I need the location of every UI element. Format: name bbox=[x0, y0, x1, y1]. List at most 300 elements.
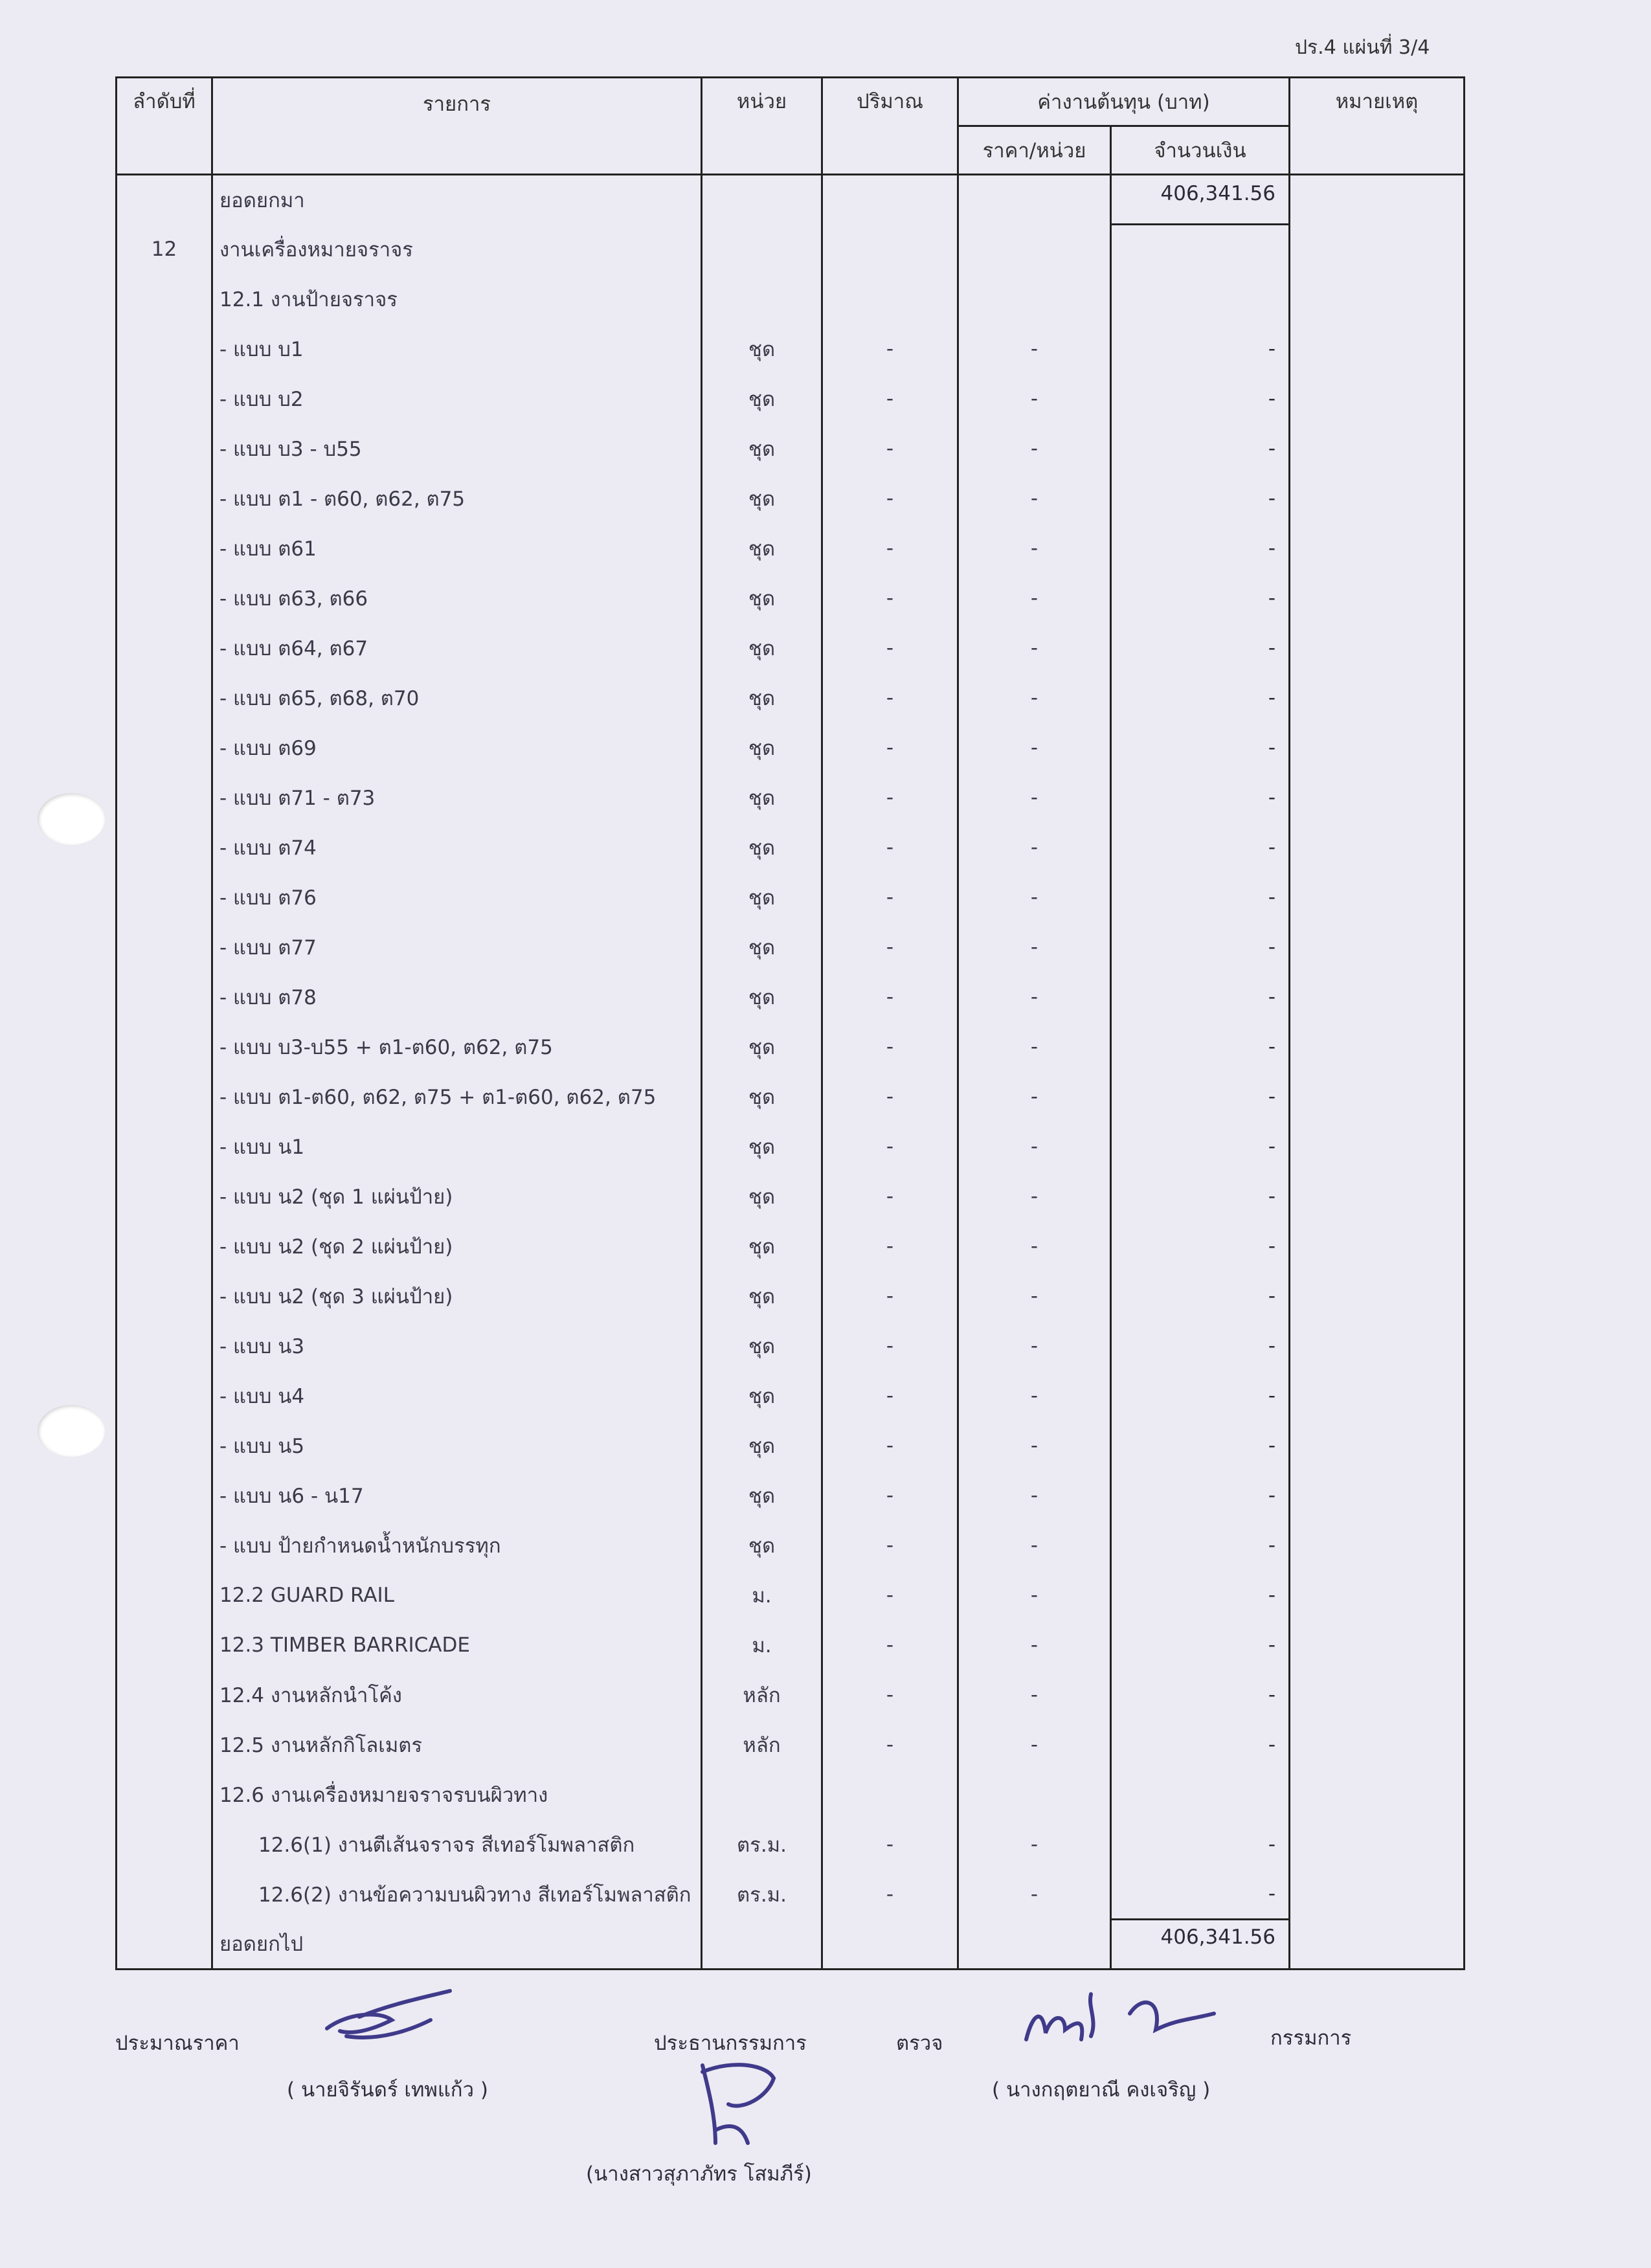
row-price: - bbox=[958, 1670, 1111, 1720]
row-price: - bbox=[958, 773, 1111, 823]
row-unit: ชุด bbox=[702, 474, 822, 524]
row-amount: - bbox=[1111, 1820, 1290, 1870]
chair-label: ประธานกรรมการ bbox=[654, 2032, 807, 2055]
row-remark bbox=[1290, 1272, 1465, 1321]
row-item: - แบบ บ3-บ55 + ต1-ต60, ต62, ต75 bbox=[212, 1022, 702, 1072]
table-row bbox=[117, 1172, 1465, 1222]
row-item: 12.3 TIMBER BARRICADE bbox=[212, 1621, 702, 1670]
row-item: 12.6(2) งานข้อความบนผิวทาง สีเทอร์โมพลาสติก bbox=[212, 1870, 702, 1920]
row-amount: - bbox=[1111, 1720, 1290, 1770]
row-item: ยอดยกมา bbox=[212, 175, 702, 225]
table-row bbox=[117, 275, 1465, 324]
row-amount: - bbox=[1111, 873, 1290, 923]
row-item: - แบบ น2 (ชุด 3 แผ่นป้าย) bbox=[212, 1272, 702, 1321]
row-price: - bbox=[958, 324, 1111, 374]
row-remark bbox=[1290, 1321, 1465, 1371]
table-row bbox=[117, 1521, 1465, 1571]
row-qty: - bbox=[822, 773, 958, 823]
row-unit: ชุด bbox=[702, 823, 822, 873]
row-item: 12.1 งานป้ายจราจร bbox=[212, 275, 702, 324]
header-item: รายการ bbox=[212, 78, 702, 175]
row-unit: หลัก bbox=[702, 1720, 822, 1770]
row-price: - bbox=[958, 1172, 1111, 1222]
row-no bbox=[117, 823, 212, 873]
row-amount: - bbox=[1111, 424, 1290, 474]
table-row bbox=[117, 723, 1465, 773]
row-no bbox=[117, 1272, 212, 1321]
chair-name: (นางสาวสุภาภัทร โสมภีร์) bbox=[586, 2162, 812, 2186]
row-price: - bbox=[958, 823, 1111, 873]
estimator-signature bbox=[320, 1984, 456, 2056]
row-unit: ชุด bbox=[702, 773, 822, 823]
table-row bbox=[117, 175, 1465, 225]
table-row bbox=[117, 574, 1465, 623]
row-price: - bbox=[958, 1471, 1111, 1521]
row-qty: - bbox=[822, 1222, 958, 1272]
row-qty bbox=[822, 225, 958, 275]
row-unit bbox=[702, 175, 822, 225]
row-qty: - bbox=[822, 1471, 958, 1521]
header-qty: ปริมาณ bbox=[822, 78, 958, 175]
row-unit: หลัก bbox=[702, 1670, 822, 1720]
row-qty: - bbox=[822, 1321, 958, 1371]
row-remark bbox=[1290, 673, 1465, 723]
row-no bbox=[117, 1670, 212, 1720]
row-amount: - bbox=[1111, 1621, 1290, 1670]
row-no bbox=[117, 873, 212, 923]
table-row bbox=[117, 1272, 1465, 1321]
row-amount: - bbox=[1111, 823, 1290, 873]
row-qty: - bbox=[822, 1720, 958, 1770]
punch-hole bbox=[38, 793, 105, 845]
row-qty: - bbox=[822, 424, 958, 474]
row-qty: - bbox=[822, 524, 958, 574]
row-unit: ชุด bbox=[702, 424, 822, 474]
row-unit: ชุด bbox=[702, 1022, 822, 1072]
row-price bbox=[958, 225, 1111, 275]
row-item: - แบบ ต74 bbox=[212, 823, 702, 873]
row-item: 12.6 งานเครื่องหมายจราจรบนผิวทาง bbox=[212, 1770, 702, 1820]
row-no bbox=[117, 324, 212, 374]
row-remark bbox=[1290, 275, 1465, 324]
table-row bbox=[117, 1022, 1465, 1072]
punch-hole bbox=[38, 1405, 105, 1457]
row-price: - bbox=[958, 1272, 1111, 1321]
row-price: - bbox=[958, 1421, 1111, 1471]
row-price: - bbox=[958, 1371, 1111, 1421]
row-price: - bbox=[958, 723, 1111, 773]
row-remark bbox=[1290, 1571, 1465, 1621]
row-item: - แบบ น2 (ชุด 2 แผ่นป้าย) bbox=[212, 1222, 702, 1272]
row-qty: - bbox=[822, 972, 958, 1022]
row-item: 12.5 งานหลักกิโลเมตร bbox=[212, 1720, 702, 1770]
header-amount: จำนวนเงิน bbox=[1111, 126, 1290, 175]
row-item: - แบบ น1 bbox=[212, 1122, 702, 1172]
row-qty: - bbox=[822, 1820, 958, 1870]
row-unit: ม. bbox=[702, 1571, 822, 1621]
row-remark bbox=[1290, 1770, 1465, 1820]
row-item: - แบบ ต1 - ต60, ต62, ต75 bbox=[212, 474, 702, 524]
row-unit: ชุด bbox=[702, 374, 822, 424]
row-remark bbox=[1290, 574, 1465, 623]
row-unit: ชุด bbox=[702, 1072, 822, 1122]
row-qty: - bbox=[822, 574, 958, 623]
row-no bbox=[117, 1571, 212, 1621]
table-row bbox=[117, 1870, 1465, 1920]
table-row bbox=[117, 1770, 1465, 1820]
header-unit: หน่วย bbox=[702, 78, 822, 175]
row-unit: ชุด bbox=[702, 524, 822, 574]
row-remark bbox=[1290, 1621, 1465, 1670]
row-qty: - bbox=[822, 1022, 958, 1072]
row-qty: - bbox=[822, 673, 958, 723]
row-remark bbox=[1290, 424, 1465, 474]
row-amount bbox=[1111, 1770, 1290, 1820]
row-remark bbox=[1290, 873, 1465, 923]
row-unit: ชุด bbox=[702, 972, 822, 1022]
row-price: - bbox=[958, 972, 1111, 1022]
row-qty: - bbox=[822, 1421, 958, 1471]
row-qty: - bbox=[822, 1521, 958, 1571]
row-amount: - bbox=[1111, 1571, 1290, 1621]
row-no bbox=[117, 723, 212, 773]
row-price: - bbox=[958, 1870, 1111, 1920]
header-no: ลำดับที่ bbox=[117, 78, 212, 175]
table-row bbox=[117, 972, 1465, 1022]
member-name: ( นางกฤตยาณี คงเจริญ ) bbox=[992, 2078, 1211, 2102]
row-unit: ตร.ม. bbox=[702, 1820, 822, 1870]
table-row bbox=[117, 374, 1465, 424]
table-row bbox=[117, 673, 1465, 723]
row-amount: - bbox=[1111, 1272, 1290, 1321]
row-price: - bbox=[958, 1720, 1111, 1770]
row-amount: - bbox=[1111, 1471, 1290, 1521]
row-item: - แบบ ต61 bbox=[212, 524, 702, 574]
row-qty: - bbox=[822, 1371, 958, 1421]
row-remark bbox=[1290, 1122, 1465, 1172]
row-unit: ชุด bbox=[702, 723, 822, 773]
row-price: - bbox=[958, 1571, 1111, 1621]
table-row bbox=[117, 424, 1465, 474]
row-no bbox=[117, 374, 212, 424]
header-remark: หมายเหตุ bbox=[1290, 78, 1465, 175]
table-row bbox=[117, 1371, 1465, 1421]
table-row bbox=[117, 1670, 1465, 1720]
table-row bbox=[117, 923, 1465, 972]
table-row bbox=[117, 1920, 1465, 1970]
row-unit: ม. bbox=[702, 1621, 822, 1670]
row-remark bbox=[1290, 1172, 1465, 1222]
row-no bbox=[117, 1770, 212, 1820]
row-price: - bbox=[958, 424, 1111, 474]
row-item: - แบบ ต77 bbox=[212, 923, 702, 972]
row-unit: ชุด bbox=[702, 1272, 822, 1321]
row-amount: - bbox=[1111, 923, 1290, 972]
row-no bbox=[117, 1920, 212, 1970]
boq-table bbox=[115, 76, 1465, 1970]
row-price: - bbox=[958, 1222, 1111, 1272]
row-remark bbox=[1290, 225, 1465, 275]
row-remark bbox=[1290, 1371, 1465, 1421]
table-row bbox=[117, 773, 1465, 823]
row-unit: ชุด bbox=[702, 1172, 822, 1222]
row-qty: - bbox=[822, 1272, 958, 1321]
row-unit: ชุด bbox=[702, 923, 822, 972]
row-amount: - bbox=[1111, 1521, 1290, 1571]
row-unit: ชุด bbox=[702, 324, 822, 374]
row-item: - แบบ ต64, ต67 bbox=[212, 623, 702, 673]
row-no bbox=[117, 1421, 212, 1471]
row-price: - bbox=[958, 1072, 1111, 1122]
row-qty: - bbox=[822, 1670, 958, 1720]
row-unit: ชุด bbox=[702, 673, 822, 723]
row-no bbox=[117, 1072, 212, 1122]
row-no bbox=[117, 923, 212, 972]
row-qty: - bbox=[822, 923, 958, 972]
row-remark bbox=[1290, 1022, 1465, 1072]
row-item: - แบบ บ2 bbox=[212, 374, 702, 424]
row-qty: - bbox=[822, 1571, 958, 1621]
table-row bbox=[117, 1471, 1465, 1521]
row-no: 12 bbox=[117, 225, 212, 275]
row-item: 12.2 GUARD RAIL bbox=[212, 1571, 702, 1621]
table-row bbox=[117, 1072, 1465, 1122]
row-remark bbox=[1290, 1870, 1465, 1920]
row-price: - bbox=[958, 923, 1111, 972]
row-unit: ชุด bbox=[702, 1321, 822, 1371]
row-amount: - bbox=[1111, 374, 1290, 424]
row-amount: - bbox=[1111, 1371, 1290, 1421]
row-amount: - bbox=[1111, 723, 1290, 773]
row-price bbox=[958, 1770, 1111, 1820]
row-amount: - bbox=[1111, 1172, 1290, 1222]
row-item: - แบบ ต69 bbox=[212, 723, 702, 773]
row-amount: - bbox=[1111, 673, 1290, 723]
row-amount: - bbox=[1111, 524, 1290, 574]
table-row bbox=[117, 1421, 1465, 1471]
row-price: - bbox=[958, 1022, 1111, 1072]
table-row bbox=[117, 225, 1465, 275]
row-qty: - bbox=[822, 873, 958, 923]
row-qty bbox=[822, 1770, 958, 1820]
row-no bbox=[117, 1720, 212, 1770]
table-row bbox=[117, 873, 1465, 923]
row-qty: - bbox=[822, 1870, 958, 1920]
row-unit: ชุด bbox=[702, 1521, 822, 1571]
row-item: - แบบ ป้ายกำหนดน้ำหนักบรรทุก bbox=[212, 1521, 702, 1571]
row-remark bbox=[1290, 1471, 1465, 1521]
row-no bbox=[117, 474, 212, 524]
row-price: - bbox=[958, 574, 1111, 623]
row-item: - แบบ บ1 bbox=[212, 324, 702, 374]
row-no bbox=[117, 1022, 212, 1072]
row-remark bbox=[1290, 1421, 1465, 1471]
row-item: งานเครื่องหมายจราจร bbox=[212, 225, 702, 275]
page-tag: ปร.4 แผ่นที่ 3/4 bbox=[1295, 36, 1430, 59]
row-no bbox=[117, 623, 212, 673]
row-price: - bbox=[958, 1321, 1111, 1371]
table-row bbox=[117, 474, 1465, 524]
row-unit: ชุด bbox=[702, 873, 822, 923]
table-row bbox=[117, 823, 1465, 873]
row-item: - แบบ บ3 - บ55 bbox=[212, 424, 702, 474]
row-item: - แบบ น4 bbox=[212, 1371, 702, 1421]
row-remark bbox=[1290, 1072, 1465, 1122]
table-row bbox=[117, 1222, 1465, 1272]
row-remark bbox=[1290, 175, 1465, 225]
row-remark bbox=[1290, 474, 1465, 524]
row-price: - bbox=[958, 1621, 1111, 1670]
row-remark bbox=[1290, 1920, 1465, 1970]
row-amount: - bbox=[1111, 1222, 1290, 1272]
row-amount bbox=[1111, 275, 1290, 324]
row-no bbox=[117, 1471, 212, 1521]
row-remark bbox=[1290, 723, 1465, 773]
row-item: - แบบ น5 bbox=[212, 1421, 702, 1471]
row-remark bbox=[1290, 1720, 1465, 1770]
row-price: - bbox=[958, 374, 1111, 424]
row-amount: - bbox=[1111, 972, 1290, 1022]
row-remark bbox=[1290, 1670, 1465, 1720]
row-remark bbox=[1290, 923, 1465, 972]
row-no bbox=[117, 524, 212, 574]
row-amount: - bbox=[1111, 623, 1290, 673]
row-unit: ชุด bbox=[702, 623, 822, 673]
row-no bbox=[117, 574, 212, 623]
row-amount: - bbox=[1111, 1670, 1290, 1720]
table-row bbox=[117, 1571, 1465, 1621]
row-amount: 406,341.56 bbox=[1111, 175, 1290, 225]
row-qty: - bbox=[822, 1122, 958, 1172]
row-no bbox=[117, 1621, 212, 1670]
row-price: - bbox=[958, 474, 1111, 524]
row-remark bbox=[1290, 773, 1465, 823]
row-unit bbox=[702, 1920, 822, 1970]
row-price: - bbox=[958, 524, 1111, 574]
row-item: 12.4 งานหลักนำโค้ง bbox=[212, 1670, 702, 1720]
chair-signature bbox=[690, 2052, 787, 2150]
row-remark bbox=[1290, 524, 1465, 574]
row-amount: - bbox=[1111, 1321, 1290, 1371]
row-amount bbox=[1111, 225, 1290, 275]
row-qty: - bbox=[822, 1072, 958, 1122]
row-remark bbox=[1290, 972, 1465, 1022]
table-row bbox=[117, 1720, 1465, 1770]
row-price: - bbox=[958, 1122, 1111, 1172]
row-unit: ชุด bbox=[702, 1122, 822, 1172]
row-no bbox=[117, 175, 212, 225]
table-row bbox=[117, 1621, 1465, 1670]
row-qty: - bbox=[822, 374, 958, 424]
row-qty bbox=[822, 175, 958, 225]
table-row bbox=[117, 524, 1465, 574]
estimator-label: ประมาณราคา bbox=[115, 2032, 240, 2055]
row-price: - bbox=[958, 673, 1111, 723]
row-item: - แบบ น2 (ชุด 1 แผ่นป้าย) bbox=[212, 1172, 702, 1222]
row-qty: - bbox=[822, 1621, 958, 1670]
row-item: - แบบ ต65, ต68, ต70 bbox=[212, 673, 702, 723]
row-unit: ชุด bbox=[702, 1222, 822, 1272]
row-no bbox=[117, 1521, 212, 1571]
row-amount: - bbox=[1111, 474, 1290, 524]
row-qty: - bbox=[822, 723, 958, 773]
row-unit: ตร.ม. bbox=[702, 1870, 822, 1920]
row-amount: - bbox=[1111, 574, 1290, 623]
row-price bbox=[958, 175, 1111, 225]
row-price: - bbox=[958, 873, 1111, 923]
row-remark bbox=[1290, 374, 1465, 424]
table-row bbox=[117, 1321, 1465, 1371]
header-price-per-unit: ราคา/หน่วย bbox=[958, 126, 1111, 175]
row-amount: - bbox=[1111, 1421, 1290, 1471]
row-item: - แบบ น6 - น17 bbox=[212, 1471, 702, 1521]
row-unit: ชุด bbox=[702, 574, 822, 623]
row-item: - แบบ ต78 bbox=[212, 972, 702, 1022]
row-no bbox=[117, 773, 212, 823]
row-amount: - bbox=[1111, 1870, 1290, 1920]
row-no bbox=[117, 1820, 212, 1870]
row-amount: - bbox=[1111, 1122, 1290, 1172]
header-cost: ค่างานต้นทุน (บาท) bbox=[958, 78, 1290, 126]
row-qty: - bbox=[822, 324, 958, 374]
row-unit bbox=[702, 225, 822, 275]
row-item: - แบบ ต1-ต60, ต62, ต75 + ต1-ต60, ต62, ต75 bbox=[212, 1072, 702, 1122]
row-no bbox=[117, 1321, 212, 1371]
row-price: - bbox=[958, 1521, 1111, 1571]
table-row bbox=[117, 1820, 1465, 1870]
row-item: - แบบ ต76 bbox=[212, 873, 702, 923]
row-item: ยอดยกไป bbox=[212, 1920, 702, 1970]
check-label: ตรวจ bbox=[896, 2032, 943, 2055]
row-remark bbox=[1290, 324, 1465, 374]
row-qty: - bbox=[822, 823, 958, 873]
estimator-name: ( นายจิรันดร์ เทพแก้ว ) bbox=[287, 2078, 488, 2102]
row-item: 12.6(1) งานตีเส้นจราจร สีเทอร์โมพลาสติก bbox=[212, 1820, 702, 1870]
row-qty: - bbox=[822, 1172, 958, 1222]
row-amount: - bbox=[1111, 1072, 1290, 1122]
table-row bbox=[117, 324, 1465, 374]
row-remark bbox=[1290, 1521, 1465, 1571]
row-qty bbox=[822, 1920, 958, 1970]
row-item: - แบบ ต71 - ต73 bbox=[212, 773, 702, 823]
table-row bbox=[117, 623, 1465, 673]
row-price bbox=[958, 1920, 1111, 1970]
row-no bbox=[117, 424, 212, 474]
row-unit bbox=[702, 1770, 822, 1820]
row-no bbox=[117, 972, 212, 1022]
member-signature bbox=[1020, 1968, 1233, 2065]
row-price bbox=[958, 275, 1111, 324]
table-row bbox=[117, 1122, 1465, 1172]
row-no bbox=[117, 673, 212, 723]
row-no bbox=[117, 1172, 212, 1222]
row-remark bbox=[1290, 823, 1465, 873]
row-no bbox=[117, 275, 212, 324]
row-remark bbox=[1290, 1222, 1465, 1272]
row-no bbox=[117, 1371, 212, 1421]
row-amount: 406,341.56 bbox=[1111, 1920, 1290, 1970]
row-unit: ชุด bbox=[702, 1421, 822, 1471]
row-remark bbox=[1290, 623, 1465, 673]
member-label: กรรมการ bbox=[1270, 2027, 1352, 2050]
row-item: - แบบ ต63, ต66 bbox=[212, 574, 702, 623]
row-no bbox=[117, 1122, 212, 1172]
row-no bbox=[117, 1222, 212, 1272]
row-qty: - bbox=[822, 474, 958, 524]
row-amount: - bbox=[1111, 773, 1290, 823]
row-item: - แบบ น3 bbox=[212, 1321, 702, 1371]
row-unit: ชุด bbox=[702, 1471, 822, 1521]
